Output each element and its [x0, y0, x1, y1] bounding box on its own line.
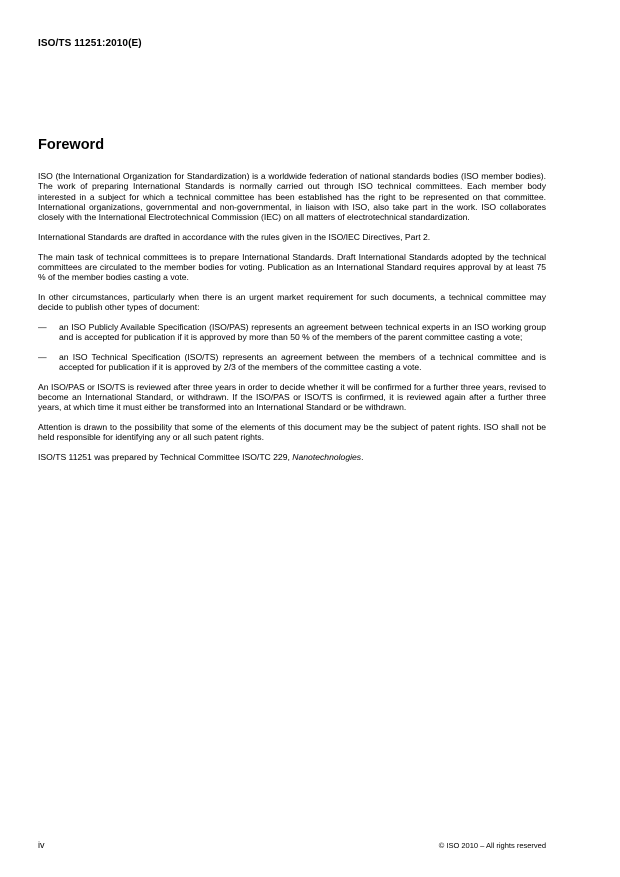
- list-item-text: an ISO Publicly Available Specification (ISO/PAS) represents an agreement between technical experts in an ISO working group and is accepted for publication if it is approved by more than 50 % of the members of the parent committee casting a vote;: [59, 321, 546, 343]
- page-title: Foreword: [38, 137, 105, 153]
- paragraph-directives: International Standards are drafted in accordance with the rules given in the ISO/IEC Directives, Part 2.: [38, 231, 431, 242]
- paragraph-other-circumstances: In other circumstances, particularly when there is an urgent market requirement for such documents, a technical committee may decide to publish other types of document:: [38, 291, 546, 313]
- committee-name: Nanotechnologies: [292, 452, 362, 463]
- list-dash: —: [38, 351, 47, 362]
- document-id: ISO/TS 11251:2010(E): [38, 38, 142, 49]
- paragraph-review: An ISO/PAS or ISO/TS is reviewed after three years in order to decide whether it will be confirmed for a further three years, revised to become an International Standard, or withdrawn. If the ISO/PAS or ISO/TS is confirmed, it is reviewed again after a further three years, at which time it must either be transformed into an International Standard or be withdrawn.: [38, 381, 546, 413]
- list-item-pas: [38, 322, 546, 343]
- list-dash: —: [38, 321, 47, 332]
- committee-period: .: [361, 452, 364, 463]
- list-item-ts: [38, 352, 546, 373]
- list-item-text: an ISO Technical Specification (ISO/TS) represents an agreement between the members of a technical committee and is accepted for publication if it is approved by 2/3 of the members of the committee casting a vote.: [59, 351, 546, 373]
- page-number: iv: [38, 840, 45, 850]
- paragraph-main-task: The main task of technical committees is to prepare International Standards. Draft International Standards adopted by the technical committees are circulated to the member bodies for voting. Publication as an International Standard requires approval by at least 75 % of the member bodies casting a vote.: [38, 251, 546, 283]
- foreword-body: [38, 171, 546, 462]
- paragraph-iso-intro: ISO (the International Organization for Standardization) is a worldwide federation of national standards bodies (ISO member bodies). The work of preparing International Standards is normally carried out through ISO technical committees. Each member body interested in a subject for which a technical committee has been established has the right to be represented on that committee. International organizations, governmental and non-governmental, in liaison with ISO, also take part in the work. ISO collaborates closely with the International Electrotechnical Commission (IEC) on all matters of electrotechnical standardization.: [38, 171, 546, 223]
- paragraph-committee: [38, 452, 546, 462]
- copyright-notice: © ISO 2010 – All rights reserved: [438, 841, 546, 850]
- paragraph-patent: Attention is drawn to the possibility that some of the elements of this document may be the subject of patent rights. ISO shall not be held responsible for identifying any or all such patent rights.: [38, 422, 546, 443]
- committee-text: ISO/TS 11251 was prepared by Technical Committee ISO/TC 229,: [38, 452, 293, 463]
